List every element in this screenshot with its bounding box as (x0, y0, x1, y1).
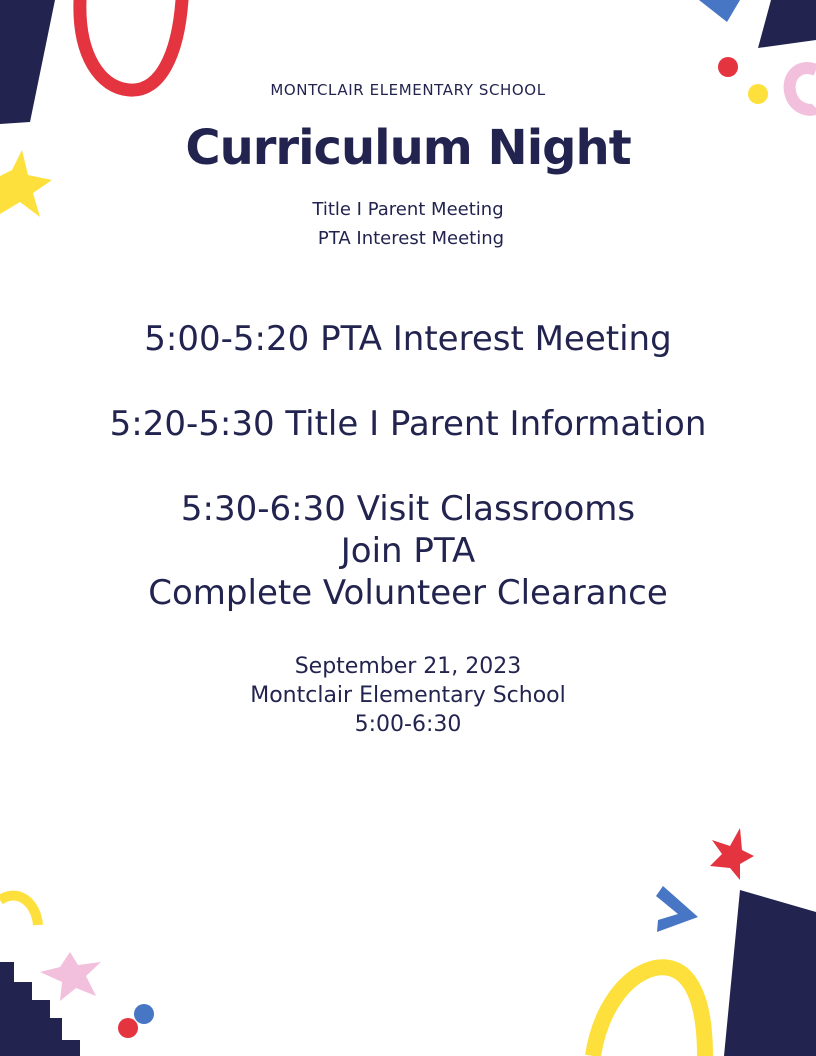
schedule-line: 5:30-6:30 Visit Classrooms (180, 489, 636, 529)
yellow-arc-shape (0, 896, 38, 925)
red-dot-shape (718, 57, 738, 77)
blue-dot-shape (134, 1004, 154, 1024)
pink-star-shape (40, 952, 101, 1001)
schedule-item (0, 488, 816, 614)
schedule-item (0, 403, 816, 445)
red-ribbon-shape (80, 0, 182, 90)
blue-chevron-bottom-shape (656, 886, 698, 932)
red-dot-bottom-shape (118, 1018, 138, 1038)
event-info (0, 652, 816, 739)
schedule-line: Complete Volunteer Clearance (148, 573, 668, 613)
schedule-line: Join PTA (340, 531, 476, 571)
schedule-line: 5:20-5:30 Title I Parent Information (109, 404, 707, 444)
school-name: MONTCLAIR ELEMENTARY SCHOOL (270, 81, 546, 99)
page-title: Curriculum Night (185, 120, 631, 176)
blue-chevron-shape (699, 0, 740, 22)
event-location: Montclair Elementary School (250, 683, 566, 708)
subtitle-pta: PTA Interest Meeting (317, 228, 505, 249)
event-time: 5:00-6:30 (354, 712, 462, 737)
navy-corner-shape (758, 0, 816, 48)
schedule-line: 5:00-5:20 PTA Interest Meeting (144, 319, 672, 359)
red-star-shape (710, 828, 754, 880)
yellow-ribbon-shape (593, 967, 705, 1056)
schedule-item (0, 318, 816, 360)
navy-slab-bottom-shape (724, 890, 816, 1056)
event-date: September 21, 2023 (294, 654, 522, 679)
navy-slab-shape (0, 0, 55, 124)
subtitle-title-i: Title I Parent Meeting (312, 199, 504, 220)
